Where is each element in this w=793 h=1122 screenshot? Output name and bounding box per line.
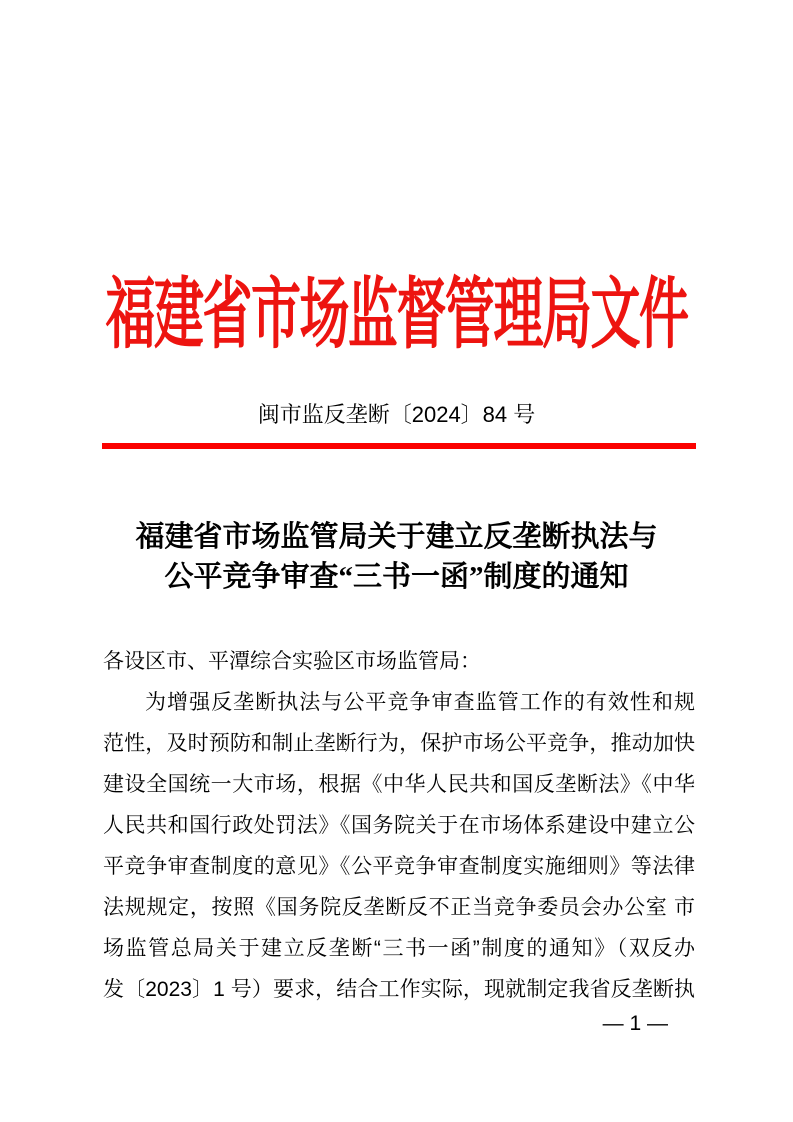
body-text-line: 为增强反垄断执法与公平竞争审查监管工作的有效性和规 — [145, 691, 695, 714]
body-text-line: 法规规定，按照《国务院反垄断反不正当竞争委员会办公室 市 — [103, 896, 695, 919]
document-body — [103, 641, 695, 1010]
letterhead-title: 福建省市场监督管理局文件 — [105, 270, 688, 358]
body-text-line: 场监管总局关于建立反垄断“三书一函”制度的通知》（双反办 — [103, 937, 695, 960]
body-text-line: 发〔2023〕1 号）要求，结合工作实际，现就制定我省反垄断执 — [103, 978, 695, 1001]
document-title-line-2: 公平竞争审查“三书一函”制度的通知 — [164, 561, 629, 593]
body-text-line: 平竞争审查制度的意见》《公平竞争审查制度实施细则》等法律 — [103, 855, 695, 878]
letterhead-banner — [0, 270, 793, 358]
page-number: — 1 — — [602, 1012, 668, 1035]
document-number: 闽市监反垄断〔2024〕84 号 — [257, 402, 536, 427]
body-text-line: 人民共和国行政处罚法》《国务院关于在市场体系建设中建立公 — [103, 814, 695, 837]
salutation-line: 各设区市、平潭综合实验区市场监管局： — [103, 650, 481, 673]
document-title-line-1: 福建省市场监管局关于建立反垄断执法与 — [135, 521, 658, 553]
body-text-line: 建设全国统一大市场，根据《中华人民共和国反垄断法》《中华 — [103, 773, 695, 796]
red-divider-line — [102, 443, 696, 449]
body-text-line: 范性，及时预防和制止垄断行为，保护市场公平竞争，推动加快 — [103, 732, 695, 755]
document-title — [0, 517, 793, 597]
